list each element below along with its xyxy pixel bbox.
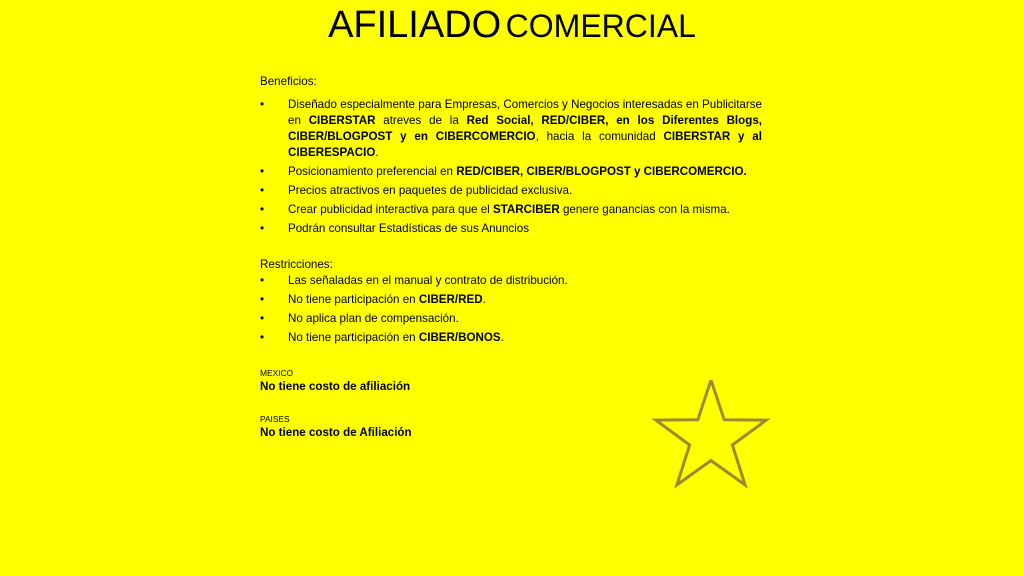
title-comercial: COMERCIAL	[505, 8, 696, 44]
bold-text: RED/CIBER, CIBER/BLOGPOST y CIBERCOMERCIO.	[456, 165, 747, 178]
text: Podrán consultar Estadísticas de sus Anuncios	[288, 222, 530, 235]
bullet-icon: •	[260, 312, 265, 325]
restricciones-list	[260, 273, 762, 346]
paises-cost: No tiene costo de Afiliación	[260, 426, 412, 439]
restricciones-label: Restricciones:	[260, 258, 333, 271]
restriccion-item	[260, 330, 762, 346]
bullet-icon: •	[260, 222, 265, 235]
text: Las señaladas en el manual y contrato de distribución.	[288, 274, 568, 287]
title-afiliado: AFILIADO	[328, 4, 502, 46]
text: .	[482, 293, 486, 306]
bullet-icon: •	[260, 184, 265, 197]
bullet-icon: •	[260, 331, 265, 344]
paises-label: PAISES	[260, 414, 290, 424]
mexico-cost: No tiene costo de afiliación	[260, 380, 411, 393]
beneficio-item	[260, 164, 762, 180]
beneficios-label: Beneficios:	[260, 75, 317, 88]
bold-text: CIBER/BONOS	[418, 331, 501, 344]
bold-text: CIBER/RED	[418, 293, 483, 306]
bold-text: Red Social, RED/CIBER, en los Diferentes Blogs, CIBER/BLOGPOST y en CIBERCOMERCIO	[288, 114, 762, 143]
mexico-label: MEXICO	[260, 368, 294, 378]
text: Diseñado especialmente para Empresas, Comercios y Negocios interesadas en Publicitarse en	[288, 98, 762, 127]
bold-text: CIBERSTAR	[308, 114, 376, 127]
beneficios-list	[260, 97, 762, 237]
text: .	[500, 331, 504, 344]
beneficio-item	[260, 202, 762, 218]
beneficio-item	[260, 183, 762, 199]
slide-title	[0, 6, 1024, 44]
text: genere ganancias con la misma.	[559, 203, 730, 216]
bold-text: CIBERSTAR y al CIBERESPACIO	[288, 130, 762, 159]
text: .	[375, 146, 379, 159]
restriccion-item	[260, 292, 762, 308]
bullet-icon: •	[260, 203, 265, 216]
text: No tiene participación en	[288, 293, 419, 306]
bullet-icon: •	[260, 274, 265, 287]
text: Precios atractivos en paquetes de publicidad exclusiva.	[288, 184, 573, 197]
text: No tiene participación en	[288, 331, 419, 344]
beneficio-item	[260, 221, 762, 237]
bullet-icon: •	[260, 165, 265, 178]
text: No aplica plan de compensación.	[288, 312, 459, 325]
bold-text: STARCIBER	[492, 203, 560, 216]
star-outline-icon	[651, 380, 773, 492]
beneficio-item	[260, 97, 762, 161]
text: atreves de la	[375, 114, 467, 127]
bullet-icon: •	[260, 98, 265, 111]
bullet-icon: •	[260, 293, 265, 306]
text: , hacia la comunidad	[535, 130, 664, 143]
restriccion-item	[260, 311, 762, 327]
restriccion-item	[260, 273, 762, 289]
text: Posicionamiento preferencial en	[288, 165, 457, 178]
text: Crear publicidad interactiva para que el	[288, 203, 493, 216]
